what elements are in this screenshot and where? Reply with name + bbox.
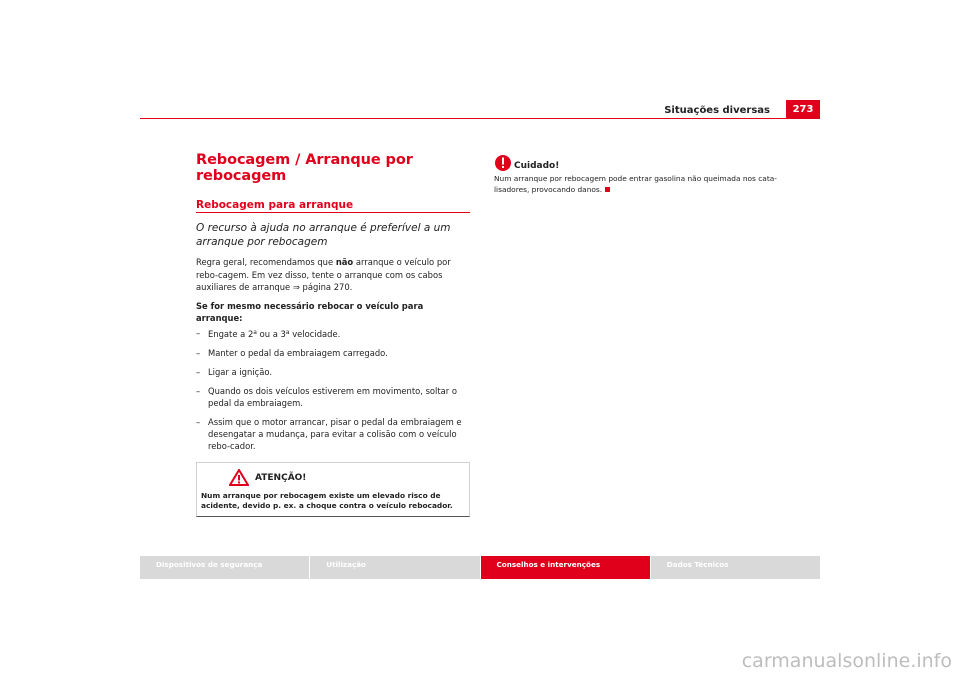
caution-body: Num arranque por rebocagem pode entrar gasolina não queimada nos cata-lisadores, provocando danos. — [494, 174, 777, 194]
running-title: Situações diversas — [664, 105, 770, 116]
steps-heading: Se for mesmo necessário rebocar o veículo para arranque: — [196, 300, 424, 323]
step-item: – Assim que o motor arrancar, pisar o pedal da embraiagem e desengatar a mudança, para evitar a colisão com o veículo rebo-cador. — [196, 416, 462, 451]
footer-tab-safety[interactable]: Dispositivos de segurança — [140, 556, 309, 579]
warning-header — [201, 469, 465, 487]
footer-tab-advice[interactable]: Conselhos e intervenções — [481, 556, 650, 579]
warning-box — [196, 462, 470, 517]
footer-tab-technical-data[interactable]: Dados Técnicos — [651, 556, 820, 579]
section-end-square-icon — [605, 187, 610, 192]
warning-title: ATENÇÃO! — [255, 472, 307, 483]
footer-nav — [140, 556, 820, 579]
step-item: – Manter o pedal da embraiagem carregado. — [196, 347, 388, 358]
step-item: – Quando os dois veículos estiverem em movimento, soltar o pedal da embraiagem. — [196, 385, 458, 408]
caution-title: Cuidado! — [514, 161, 560, 171]
page-header — [140, 100, 820, 120]
lead-text: O recurso à ajuda no arranque é preferível a um arranque por rebocagem — [196, 222, 451, 248]
warning-body: Num arranque por rebocagem existe um elevado risco de acidente, devido p. ex. a choque contra o veículo rebocador. — [201, 490, 453, 510]
caution-header — [494, 152, 784, 174]
steps-list — [196, 327, 470, 452]
footer-tab-operation[interactable]: Utilização — [310, 556, 479, 579]
intro-bold: não — [335, 257, 354, 267]
section-title: Rebocagem para arranque — [196, 199, 470, 213]
page-number: 273 — [786, 100, 820, 119]
warning-triangle-icon — [229, 469, 249, 486]
caution-exclamation-icon — [494, 154, 512, 172]
right-column — [494, 152, 784, 195]
step-item: – Engate a 2$^a$ ou a 3$^a$ velocidade. — [196, 327, 341, 339]
intro-paragraph: Regra geral, recomendamos que não arranque o veículo por rebo-cagem. Em vez disso, tente o arranque com os cabos auxiliares de arranque ⇒ página 270. — [196, 257, 451, 292]
header-rule — [140, 118, 820, 119]
watermark: carmanualsonline.info — [741, 650, 952, 672]
left-column — [196, 152, 470, 517]
step-item: – Ligar a ignição. — [196, 366, 272, 377]
main-title: Rebocagem / Arranque por rebocagem — [196, 152, 413, 184]
